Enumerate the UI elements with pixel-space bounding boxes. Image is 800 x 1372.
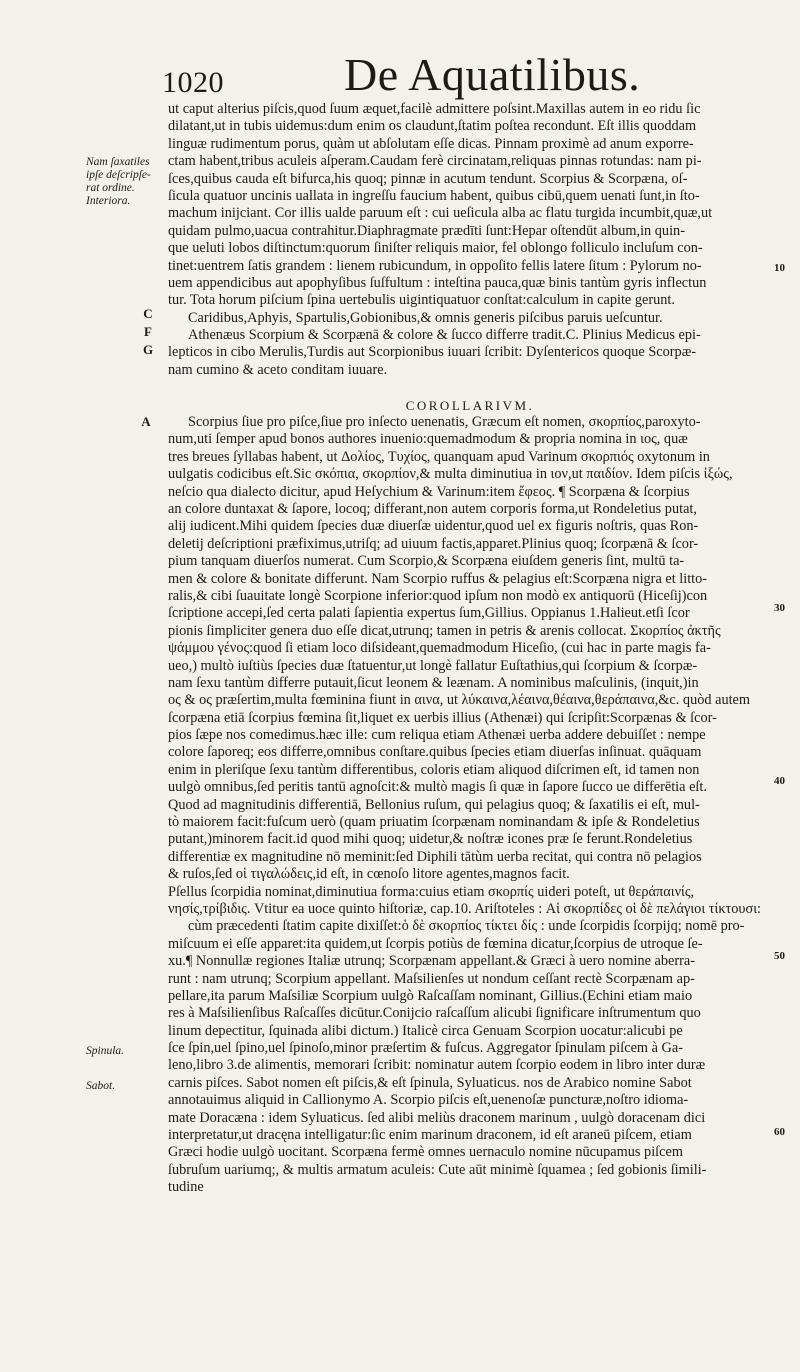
text-line: num,uti ſemper apud bonos authores inuenio:quemadmodum & propria nomina in ιος, quæ [168,431,688,448]
line-number: 30 [774,602,785,614]
text-line: tinet:uentrem ſatis grandem : lienem rubicundum, in oppoſito fellis latere ſitum : Pylorum no- [168,257,702,274]
text-line: pium tanquam diuerſos numerat. Cum Scorpio,& Scorpæna eiuſdem generis ſint, multū ta- [168,553,685,570]
text-line: Pſellus ſcorpidia nominat,diminutiua forma:cuius etiam σκορπίς uideri poteſt, ut θεράπαινίς, [168,883,695,900]
running-title: De Aquatilibus. [344,49,641,100]
text-line: pellare,ita parum Maſsiliæ Scorpium uulgò Raſcaſſam nominant, Gillius.(Echini etiam maio [168,987,693,1004]
margin-note-line: rat ordine. [86,182,135,194]
line-number: 40 [774,775,785,787]
text-line: interpretatur,ut dracęna intelligatur:ſic enim marinum draconem, id eſt araneū piſcem, etiam [168,1127,692,1144]
text-line: alij iudicent.Mihi quidem ſpecies duæ diuerſæ uidentur,quod uel ex figuris noſtris, quas Ron- [168,518,699,535]
text-line: Quod ad magnitudinis differentiā, Bellonius ruſum, qui pelagius quoq; & ſaxatilis ei eſt, mul- [168,796,700,813]
text-line: ſcriptione accepi,ſed certa palati ſapientia expertus ſum,Gillius. Oppianus 1.Halieut.etſi ſcor [168,605,690,622]
text-line: neſcio qua dialecto dicitur, apud Heſychium & Varinum:item ἔφεος. ¶ Scorpæna & ſcorpius [168,483,690,500]
text-line: miſcuum ei eſſe apparet:ita quidem,ut ſcorpis potiùs de fœmina dicatur,ſcorpius de utroque ſe- [168,935,703,952]
text-line: tur. Tota horum piſcium ſpina uertebulis uigintiquatuor conſtat:calculum in capite gerunt. [168,292,675,309]
text-line: annotauimus aliquid in Callionymo A. Scorpio piſcis eſt,uenenoſæ puncturæ,noſtro idioma- [168,1092,689,1109]
text-line: ſubruſum uariumq;, & multis armatum aculeis: Cute aūt minimè ſquamea ; ſed gobionis ſimili- [168,1161,707,1178]
text-line: lepticos in cibo Merulis,Turdis aut Scorpionibus iuuari ſcribit: Dyſentericos quoque Scorpæ- [168,344,696,361]
text-body [168,101,772,1249]
text-line: ueo,) multò iuſtiùs ſpecies duæ ſtatuentur,ut longè fallatur Euſtathius,qui ſcorpium & ſcorpæ- [168,657,698,674]
margin-letter-c: C [143,306,153,321]
text-line: que ueluti lobos diſtinctum:quorum ſiniſter reliquis maior, fel oblongo folliculo incluſum con- [168,240,703,257]
margin-note-line: Interiora. [86,195,131,207]
text-line: ſces,quibus cauda eſt bifurca,his quoq; pinnæ in acutum tendunt. Scorpius & Scorpæna, oſ- [168,170,688,187]
text-line: ψάμμου γένος:quod ſi etiam loco diſsideant,quemadmodum Hiceſio, (cui hac in parte magis fa- [168,640,711,657]
text-line: carnis piſces. Sabot nomen eſt piſcis,& eſt ſpinula, Syluaticus. nos de Arabico nomine Sabot [168,1074,692,1091]
text-line: quidam pulmo,uacua contrahitur.Diaphragmate prædīti ſunt:Hepar oſtendūt album,in quin- [168,222,685,239]
text-line: ſicula quatuor uncinis uallata in ingreſſu faucium habent, quibus cibū,quem uenati ſunt,in ſto- [168,187,700,204]
text-line: pios ſæpe nos comedimus.hæc ille: cum reliqua etiam Athenæi uerba addere debuiſſet : nempe [168,727,706,744]
text-line: nam cumino & aceto conditam iuuare. [168,361,388,378]
text-line: Caridibus,Aphyis, Spartulis,Gobionibus,& omnis generis piſcibus paruis ueſcuntur. [188,309,663,326]
text-line: ralis,& cibi ſuauitate longè Scorpione inferior:quod ipſum non modò ex antiquorū (Hiceſij)con [168,587,708,604]
text-line: & ruſos,ſed οἱ τιγαλώδεις,id eſt, in cœnoſo litore agentes,magnos facit. [168,866,570,883]
text-line: xu.¶ Nonnullæ regiones Italiæ utrunq; Scorpænam appellant.& Græci à uero nomine aberra- [168,953,695,970]
text-line: differentiæ ex magnitudine nō meminit:ſed Diphili tātùm uerba recitat, qui contra nō pelagios [168,848,702,865]
text-line: ſce ſpin,uel ſpino,uel ſpinoſo,minor præſertim & fuſcus. Aggregator ſpinulam piſcem à Ga- [168,1040,683,1057]
text-line: pionis ſimpliciter genera duo eſſe dicat,utrunq; tamen in petris & arenis collocat. Σκορπίος ἀκτῆς [168,622,721,639]
text-line: enim in pleriſque ſexu tantùm differentibus, coloris etiam aliquod diſcrimen eſt, id tamen non [168,761,700,778]
text-line: Scorpius ſiue pro piſce,ſiue pro inſecto uenenatis, Græcum eſt nomen, σκορπίος,paroxyto- [188,414,701,431]
margin-letter-f: F [144,324,152,339]
margin-note-sabot: Sabot. [86,1080,116,1092]
text-line: res à Maſsilienſibus Raſcaſſes dicūtur.Conijcio raſcaſſum alicubi ſignificare inſtrumentum quo [168,1005,701,1022]
text-line: men & colore & bonitate differunt. Nam Scorpio ruffus & pelagius eſt:Scorpæna nigra et litto- [168,570,708,587]
line-number: 60 [774,1126,785,1138]
text-line: ος & ος præſertim,multa fœminina fiunt in αινα, ut λύκαινα,λέαινα,θέαινα,θεράπαινα,&c. quòd autem [168,692,751,709]
line-number: 50 [774,950,785,962]
margin-note-saxatiles [86,156,166,208]
text-line: runt : nam utrunq; Scorpium appellant. Maſsilienſes ut nondum ceſſant rectè Scorpænam ap- [168,970,695,987]
text-line: an colore duntaxat & ſapore, locoq; differant,non autem corporis forma,ut Rondeletius putat, [168,500,697,517]
catchword [168,1231,772,1248]
text-line: colore ſaporeq; eos differre,omnibus conſtare.quibus ſpecies etiam diuerſas inſinuat. quāquam [168,744,702,761]
text-line: ut caput alterius piſcis,quod ſuum æquet,facilè admittere poſsint.Maxillas autem in eo ridu ſic [168,101,701,117]
text-line: νησίς,τρίβιδις. Vtitur ea uoce quinto hiſtoriæ, cap.10. Ariſtoteles : Αἱ σκορπίδες οἱ δὲ πελάγιοι τίκτουσι: [168,900,762,917]
section-heading: COROLLARIVM. [405,397,535,413]
text-line: uem appendicibus aut apophyſibus ſuſfultum : inteſtina pauca,quæ binis tantùm gyris inflectun [168,274,707,291]
margin-letter-g: G [142,342,154,357]
margin-letter-a: A [141,414,151,429]
line-number: 10 [774,262,785,274]
margin-note-spinula: Spinula. [86,1045,125,1057]
text-line: leno,libro 3.de alimentis, memorari ſcribit: nominatur autem ſcorpio eodem in libro inter duræ [168,1057,706,1074]
text-line: Græci hodie uulgò uocitant. Scorpæna fermè omnes uernaculo nomine nūcupamus piſcem [168,1144,683,1161]
text-line: linum depectitur, ſquinada alibi dictum.) Italicè circa Genuam Scorpion uocatur:alicubi pe [168,1022,683,1039]
text-line: ſcorpæna etiā ſcorpius fœmina ſit,liquet ex uerbis illius (Athenæi) qui ſcripſit:Scorpænas & ſcor- [168,709,717,726]
margin-note-line: ipſe deſcripſe- [86,169,151,181]
text-line: nam ſexu tantùm differre putauit,ſicut leonem & leænam. A nominibus maſculinis, (inquit,)in [168,674,699,691]
text-line: machum inijciant. Cor illis ualde paruum eſt : cui ueſicula alba ac flatu turgida incumbit,quæ,ut [168,205,713,222]
text-line: uulgatis codicibus eſt.Sic σκόπια, σκορπίον,& multa diminutiua in ιον,ut παιδίον. Idem piſcis ἰξώς, [168,466,733,483]
text-line [168,1197,772,1214]
text-line: Athenæus Scorpium & Scorpænā & colore & ſucco differre tradit.C. Plinius Medicus epi- [188,327,701,344]
page-header [162,48,682,98]
text-line: dilatant,ut in tubis uidemus:dum enim os claudunt,ſtatim poſtea recondunt. Eſt illis quoddam [168,118,697,135]
text-line: putant,)minorem facit.id quod mihi quoq; uidetur,& noſtræ icones præ ſe ferunt.Rondeletius [168,831,693,848]
margin-note-line: Nam ſaxatiles [86,156,150,168]
text-line: tò maiorem facit:fuſcum uerò (quam priuatim ſcorpænam nominandam & ipſe & Rondeletius [168,814,700,831]
text-line: tudine [168,1179,204,1196]
text-line: ctam habent,tribus aculeis aſperam.Caudam ferè circinatam,reliquas pinnas rotundas: nam pi- [168,153,702,170]
text-line: mate Doracæna : idem Syluaticus. ſed alibi meliùs draconem marinum , uulgò doracenam dici [168,1109,706,1126]
text-line: tres breues ſyllabas habent, ut Δολίος, Τυχίος, quanquam apud Varinum σκορπιός oxytonum in [168,448,710,465]
text-line: linguæ rudimentum porus, quàm ut abſolutam eſſe dicas. Pinnam proximè ad anum exporre- [168,135,694,152]
text-line: uulgò omnibus,ſed peritis tantū agnoſcit:& multò magis ſi quæ in ſapore ſucco ue differētia eſt. [168,779,707,796]
blank-line [168,379,772,396]
text-line [168,1214,772,1231]
text-line: cùm præcedenti ſtatim capite dixiſſet:ὁ δὲ σκορπίος τίκτει δίς : unde ſcorpidis ſcorpijq; nomē pro- [188,918,745,935]
page-number: 1020 [162,66,224,99]
text-line: deletij deſcriptioni præfiximus,utriſq; ad uiuum factis,apparet.Plinius quoq; ſcorpænā & ſcor- [168,535,699,552]
